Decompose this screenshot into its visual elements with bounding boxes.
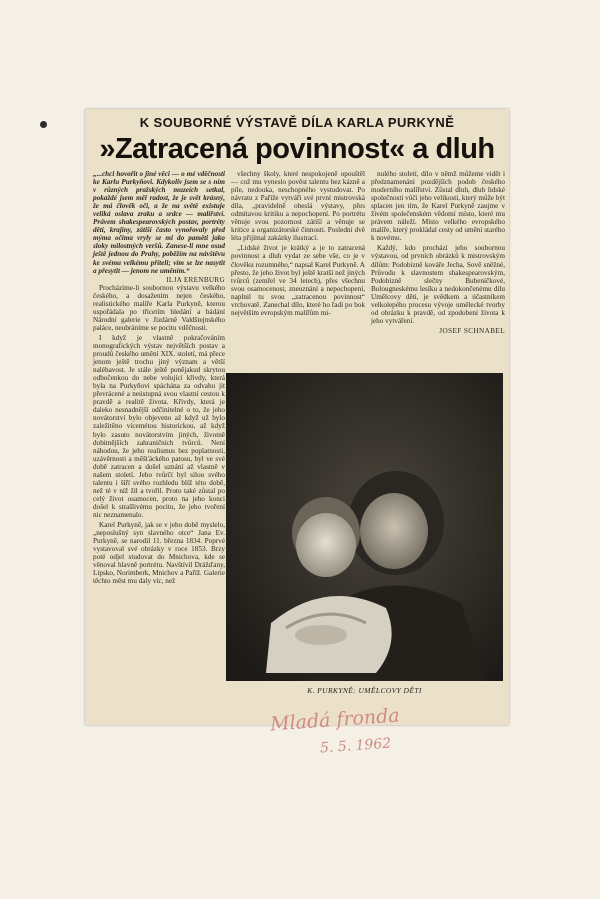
motto-author: ILJA ERENBURG	[166, 275, 225, 284]
paragraph: všechny školy, které nespokojeně opouštěl — což mu vyneslo pověst talentu bez kázně a píle, nedouka, neschopného vystudovat. Po návratu z Paříže vytváří své první mistrovská díla, „pravidelně obeslá výstavy, přes odmítavou kritiku a nepochopení. Po portrétu věnuje svou pozornost zátiší a věnuje se kritice a organizátorské činnosti. Poslední dvě léta přijímal zakázky ilustrací.	[231, 170, 365, 243]
pin-hole	[40, 121, 47, 128]
paragraph: Každý, kdo prochází jeho soubornou výstavou, od prvních obrázků k mistrovským dílům: Podobizně kováře Jecha, Sově sněžné, Průvodu k slavnostem shakespearovským, Podobizně slečny Bubeníčkové, Bolougneskému lesíku a nedokončenému dílu Umělcovy děti, je svědkem a účastníkem velkolepého procesu vývoje umělecké tvorby od obrázku k pravdě, od zpodobení života k jeho vytváření.	[371, 244, 505, 325]
handwritten-date: 5. 5. 1962	[319, 735, 392, 757]
article-author: JOSEF SCHNABEL	[439, 326, 505, 335]
column-1	[93, 170, 225, 586]
paragraph: Procházíme-li soubornou výstavu velkého českého, a dosažením nejen českého, realistického malíře Karla Purkyně, kterou uspořádala po třicetím hledání a bádání Národní galerie v Jízdárně Valdštejnského paláce, neubráníme se pocitu vděčnosti.	[93, 283, 225, 332]
article-kicker: K SOUBORNÉ VÝSTAVĚ DÍLA KARLA PURKYNĚ	[139, 115, 455, 130]
paragraph: I když je vlastně pokračováním monografických výstav největších postav a proudů českého umění XIX. století, má přece jenom ještě trochu jiný význam a větší naléhavost. Je stále ještě ponějakud skrytou odbočenkou do nebe volující křivdy, která byla na Purkyňovi spáchána za odvahu jít převrácené a neústupná svou vlastní cestou k pravdě a realitě života. Křivdy, která je daleko nesnadnější odčinitelné o to, že jeho novátorství bylo objeveno až když už bylo zaležitěno vícemétou historickou, až když bylo zasuto novátorstvím jiných, životně dobitnějších zahraničních tvůrců. Není náhodou, že jeho realismus bez poplatnosti, uzávěrnosti a měšťáckého patosu, byl ve své době zatracen a došel uznání až vlastně v našem století. Jeho tvůrčí byl silou svého talentu i šíří svého rozhledu blíž této době, než té v níž žil a tvořil. Proto také zůstal po celý život osamocen, proto na jeho konci došel k strašlivému pocitu, že jeho tvoření nic neznamenalo.	[93, 333, 225, 519]
paragraph: Karel Purkyně, jak se v jeho době myslelo, „neposlušný syn slavného otce“ Jana Ev. Purkyně, se narodil 11. března 1834. Poprvé vystavoval své obrázky v roce 1853. Brzy poté odjel studovat do Mnichova, kde se věnoval hlavně portrétu. Navštívil Drážďany, Lipsko, Norimberk, Mnichov a Paříž. Galerie těchto měst mu daly víc, než	[93, 521, 225, 586]
motto-quote: „...chci hovořit o jiné věci — o mé vděčnosti ke Karlu Purkyňovi. Kdykoliv jsem se s ním v různých pražských muzeích setkal, pokaždé jsem měl radost, že je svět krásný, že má člověk oči, a že na světě existuje veliká oslava zraku a srdce — malířství. Právem shakespearovských postav, portréty dětí, krajiny, zátiší často vynořovaly před mýma očima vryly se mi do paměti jako sloky milostných veršů. Zanese-li mne osud ještě jednou do Prahy, poběžím na návštěvu ke svému velkému příteli; vím se lze nasytit a přesytit — jenom ne uměním.“	[93, 170, 225, 275]
article-headline: »Zatracená povinnost« a dluh	[99, 133, 495, 165]
handwritten-source: Mladá fronda	[269, 704, 401, 736]
photo-caption: K. PURKYNĚ: UMĚLCOVY DĚTI	[307, 686, 422, 695]
painting-illustration	[226, 373, 503, 681]
paragraph: nulého století, dílo v němž můžeme vidět i předznamenání pozdějších podob českého moderního malířství. Zůstal dluh, dluh lidské společnosti vůči jeho velikosti, který může být splacen jen tím, že Karel Purkyně zaujme v živém společenském vědomí místo, které mu právem náleží. Místo velkého evropského malíře, který prokládal cesty od umění starého k novému.	[371, 170, 505, 243]
paragraph: „Lidské život je krátký a je to zatracená povinnost a dluh vydat ze sebe vše, co je v člověku rozumného,“ napsal Karel Purkyně. A přesto, že jeho život byl ještě kratší než jiných tvůrců (zemřel ve 34 letech), přes všechnu svou osamocenost, zneuznání a nepochopení, naplnil tu svou „zatracenou povinnost“ vrchovatě. Zanechal dílo, které ho řadí po bok největším evropským malířům mi-	[231, 244, 365, 317]
newspaper-clipping	[85, 109, 509, 725]
painting-photo	[226, 373, 503, 681]
